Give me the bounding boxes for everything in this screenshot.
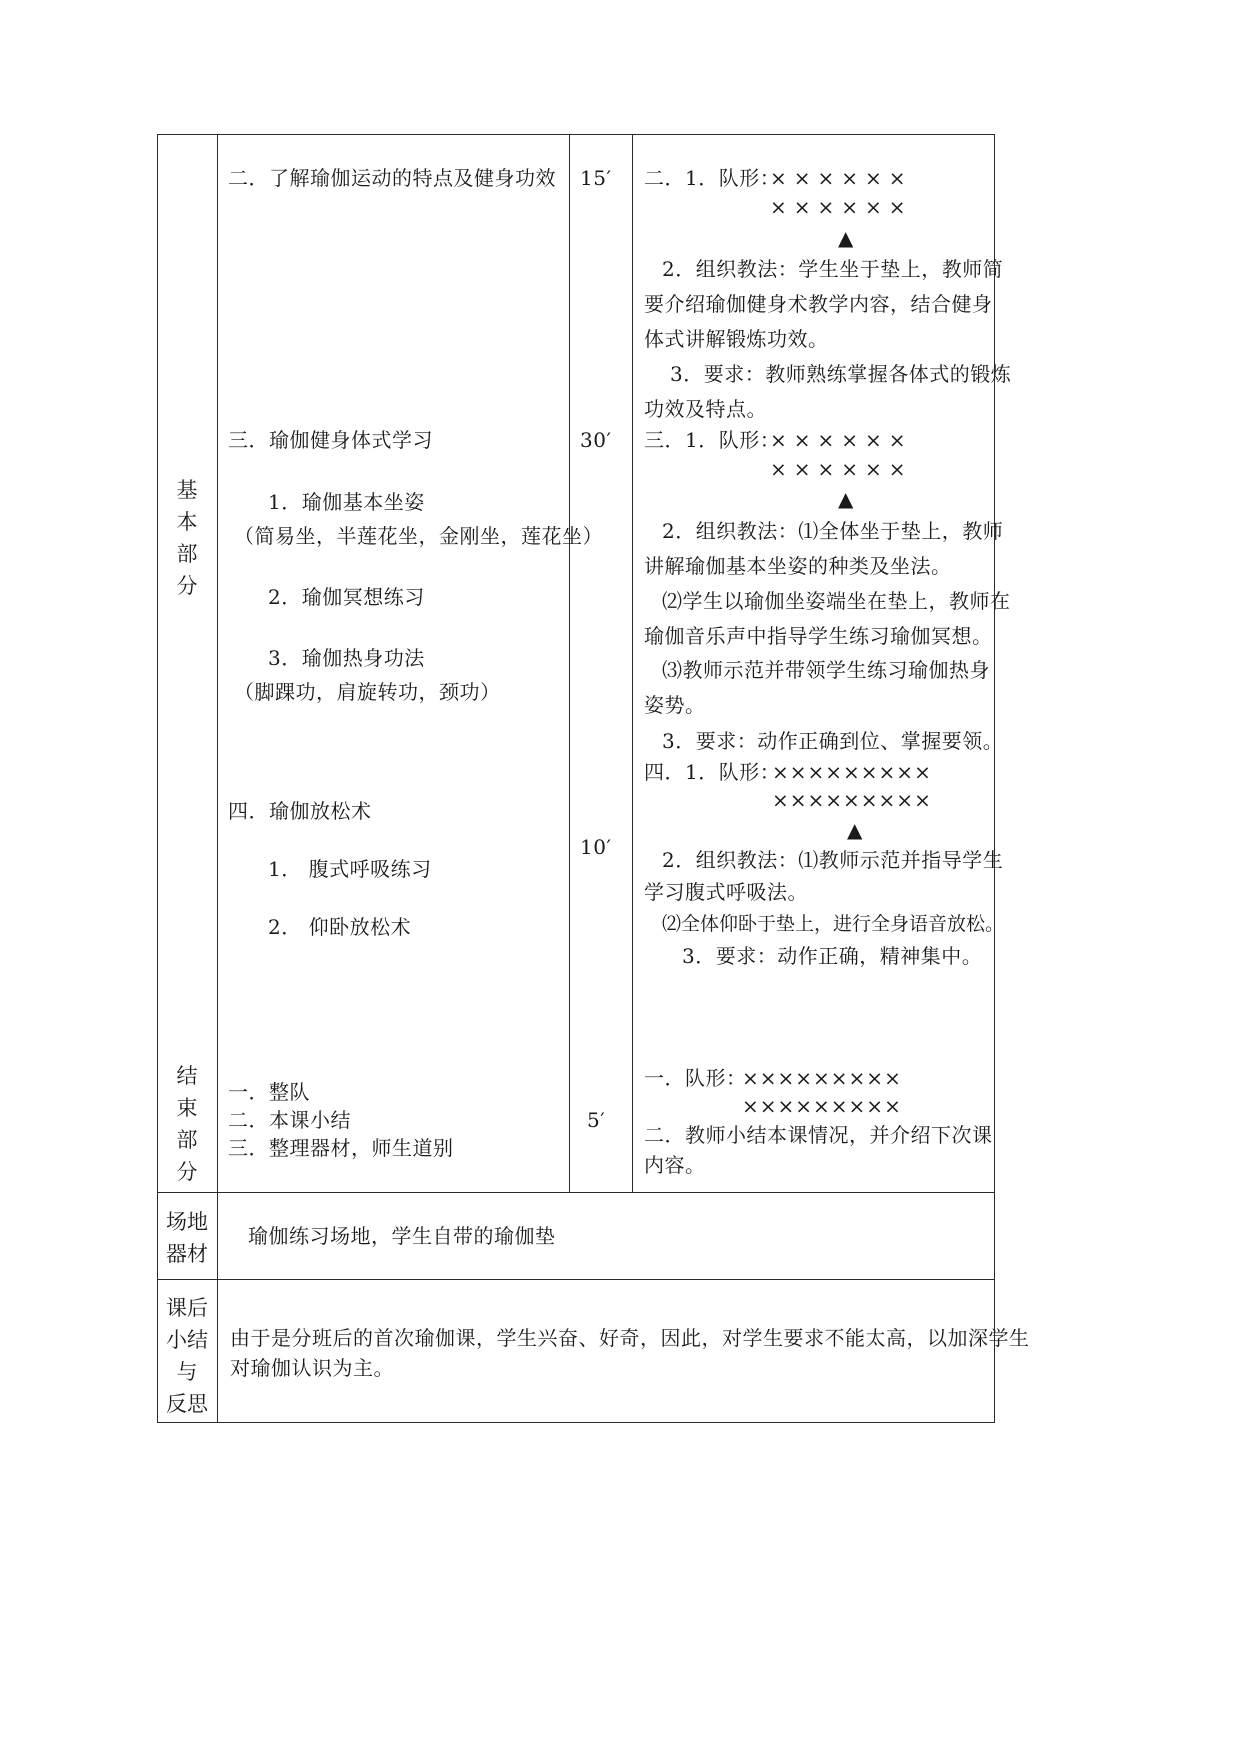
section-label-char: 基 xyxy=(176,478,198,502)
content-item-3: 三．瑜伽健身体式学习 xyxy=(228,428,433,452)
content-item-3-sub-1: 1．瑜伽基本坐姿 xyxy=(268,490,425,514)
venue-label-line: 器材 xyxy=(166,1242,208,1266)
content-end-1: 一．整队 xyxy=(228,1080,310,1104)
org-s2-requirement-line-2: 功效及特点。 xyxy=(644,397,767,421)
org-s2-method-line-3: 体式讲解锻炼功效。 xyxy=(644,327,829,351)
org-s4-method-line-2: 学习腹式呼吸法。 xyxy=(644,880,808,904)
org-s4-method-line-3: ⑵全体仰卧于垫上，进行全身语音放松。 xyxy=(662,913,1005,935)
time-30: 30′ xyxy=(580,428,612,452)
org-s2-formation-label: 二．1．队形： xyxy=(644,166,781,190)
org-end-line-1: 二．教师小结本课情况，并介绍下次课 xyxy=(644,1123,993,1147)
org-s2-method-line-2: 要介绍瑜伽健身术教学内容，结合健身 xyxy=(644,292,993,316)
table-bottom-border xyxy=(157,1422,995,1423)
section-label-char: 本 xyxy=(176,510,198,534)
org-s3-method-line-2: 讲解瑜伽基本坐姿的种类及坐法。 xyxy=(644,554,952,578)
reflection-label-line: 反思 xyxy=(166,1392,208,1416)
org-s4-formation-row-1: ××××××××× xyxy=(772,760,932,784)
reflection-text-line-2: 对瑜伽认识为主。 xyxy=(230,1356,394,1380)
content-end-3: 三．整理器材，师生道别 xyxy=(228,1136,454,1160)
org-s3-formation-label: 三．1．队形： xyxy=(644,428,781,452)
reflection-label-line: 小结 xyxy=(166,1328,208,1352)
content-item-2: 二．了解瑜伽运动的特点及健身功效 xyxy=(228,166,556,190)
section-label-ending xyxy=(157,1060,217,1188)
org-s3-formation-row-2: ×××××× xyxy=(770,457,913,481)
org-s3-method-line-5: ⑶教师示范并带领学生练习瑜伽热身 xyxy=(662,658,990,682)
section-label-char: 分 xyxy=(176,1160,198,1184)
content-item-3-sub-3: 3．瑜伽热身功法 xyxy=(268,646,425,670)
section-label-char: 部 xyxy=(176,1128,198,1152)
org-s4-method-line-1: 2．组织教法：⑴教师示范并指导学生 xyxy=(662,848,1004,872)
teacher-triangle-icon: ▲ xyxy=(847,818,863,842)
content-item-3-sub-3-detail: （脚踝功，肩旋转功，颈功） xyxy=(234,680,501,704)
org-s2-requirement-line-1: 3．要求：教师熟练掌握各体式的锻炼 xyxy=(670,362,1012,386)
table-col-divider-3 xyxy=(632,134,633,1192)
org-s3-formation-row-1: ×××××× xyxy=(770,428,913,452)
venue-text: 瑜伽练习场地，学生自带的瑜伽垫 xyxy=(248,1224,556,1248)
section-label-char: 分 xyxy=(176,574,198,598)
org-s3-method-line-6: 姿势。 xyxy=(644,693,706,717)
time-10: 10′ xyxy=(580,835,612,859)
table-top-border xyxy=(157,134,995,135)
content-item-3-sub-1-detail: （简易坐，半莲花坐，金刚坐，莲花坐） xyxy=(234,524,603,548)
org-s3-method-line-1: 2．组织教法：⑴全体坐于垫上，教师 xyxy=(662,519,1004,543)
content-item-4-sub-2: 2． 仰卧放松术 xyxy=(268,915,412,939)
table-right-border xyxy=(994,134,995,1423)
teacher-triangle-icon: ▲ xyxy=(838,487,854,511)
table-row-divider-reflection xyxy=(157,1279,995,1280)
time-15: 15′ xyxy=(580,166,612,190)
org-s2-formation-row-2: ×××××× xyxy=(770,195,913,219)
org-s4-formation-label: 四．1．队形： xyxy=(644,760,781,784)
org-end-formation-label: 一．队形： xyxy=(644,1066,747,1090)
content-item-4: 四．瑜伽放松术 xyxy=(228,799,372,823)
org-end-formation-row-1: ××××××××× xyxy=(742,1066,902,1090)
org-s2-method-line-1: 2．组织教法：学生坐于垫上，教师简 xyxy=(662,257,1004,281)
time-5: 5′ xyxy=(587,1108,606,1132)
org-s3-method-line-3: ⑵学生以瑜伽坐姿端坐在垫上，教师在 xyxy=(662,589,1011,613)
content-item-4-sub-1: 1． 腹式呼吸练习 xyxy=(268,857,432,881)
section-label-basic xyxy=(157,474,217,602)
org-s3-method-line-4: 瑜伽音乐声中指导学生练习瑜伽冥想。 xyxy=(644,624,993,648)
org-end-formation-row-2: ××××××××× xyxy=(742,1094,902,1118)
section-label-char: 束 xyxy=(176,1096,198,1120)
reflection-label-line: 与 xyxy=(176,1360,198,1384)
reflection-text-line-1: 由于是分班后的首次瑜伽课，学生兴奋、好奇，因此，对学生要求不能太高，以加深学生 xyxy=(230,1326,1030,1350)
org-s4-requirement: 3．要求：动作正确，精神集中。 xyxy=(682,944,983,968)
section-label-char: 结 xyxy=(176,1064,198,1088)
reflection-label-line: 课后 xyxy=(166,1296,208,1320)
content-item-3-sub-2: 2．瑜伽冥想练习 xyxy=(268,585,425,609)
table-row-divider-venue xyxy=(157,1192,995,1193)
reflection-label xyxy=(157,1292,217,1420)
section-label-char: 部 xyxy=(176,542,198,566)
table-col-divider-2 xyxy=(569,134,570,1192)
org-end-line-2: 内容。 xyxy=(644,1153,706,1177)
org-s3-requirement: 3．要求：动作正确到位、掌握要领。 xyxy=(662,729,1004,753)
table-col-divider-1 xyxy=(217,134,218,1423)
org-s2-formation-row-1: ×××××× xyxy=(770,166,913,190)
content-end-2: 二．本课小结 xyxy=(228,1108,351,1132)
teacher-triangle-icon: ▲ xyxy=(838,226,854,250)
venue-label-line: 场地 xyxy=(166,1210,208,1234)
venue-label xyxy=(157,1206,217,1270)
org-s4-formation-row-2: ××××××××× xyxy=(772,788,932,812)
